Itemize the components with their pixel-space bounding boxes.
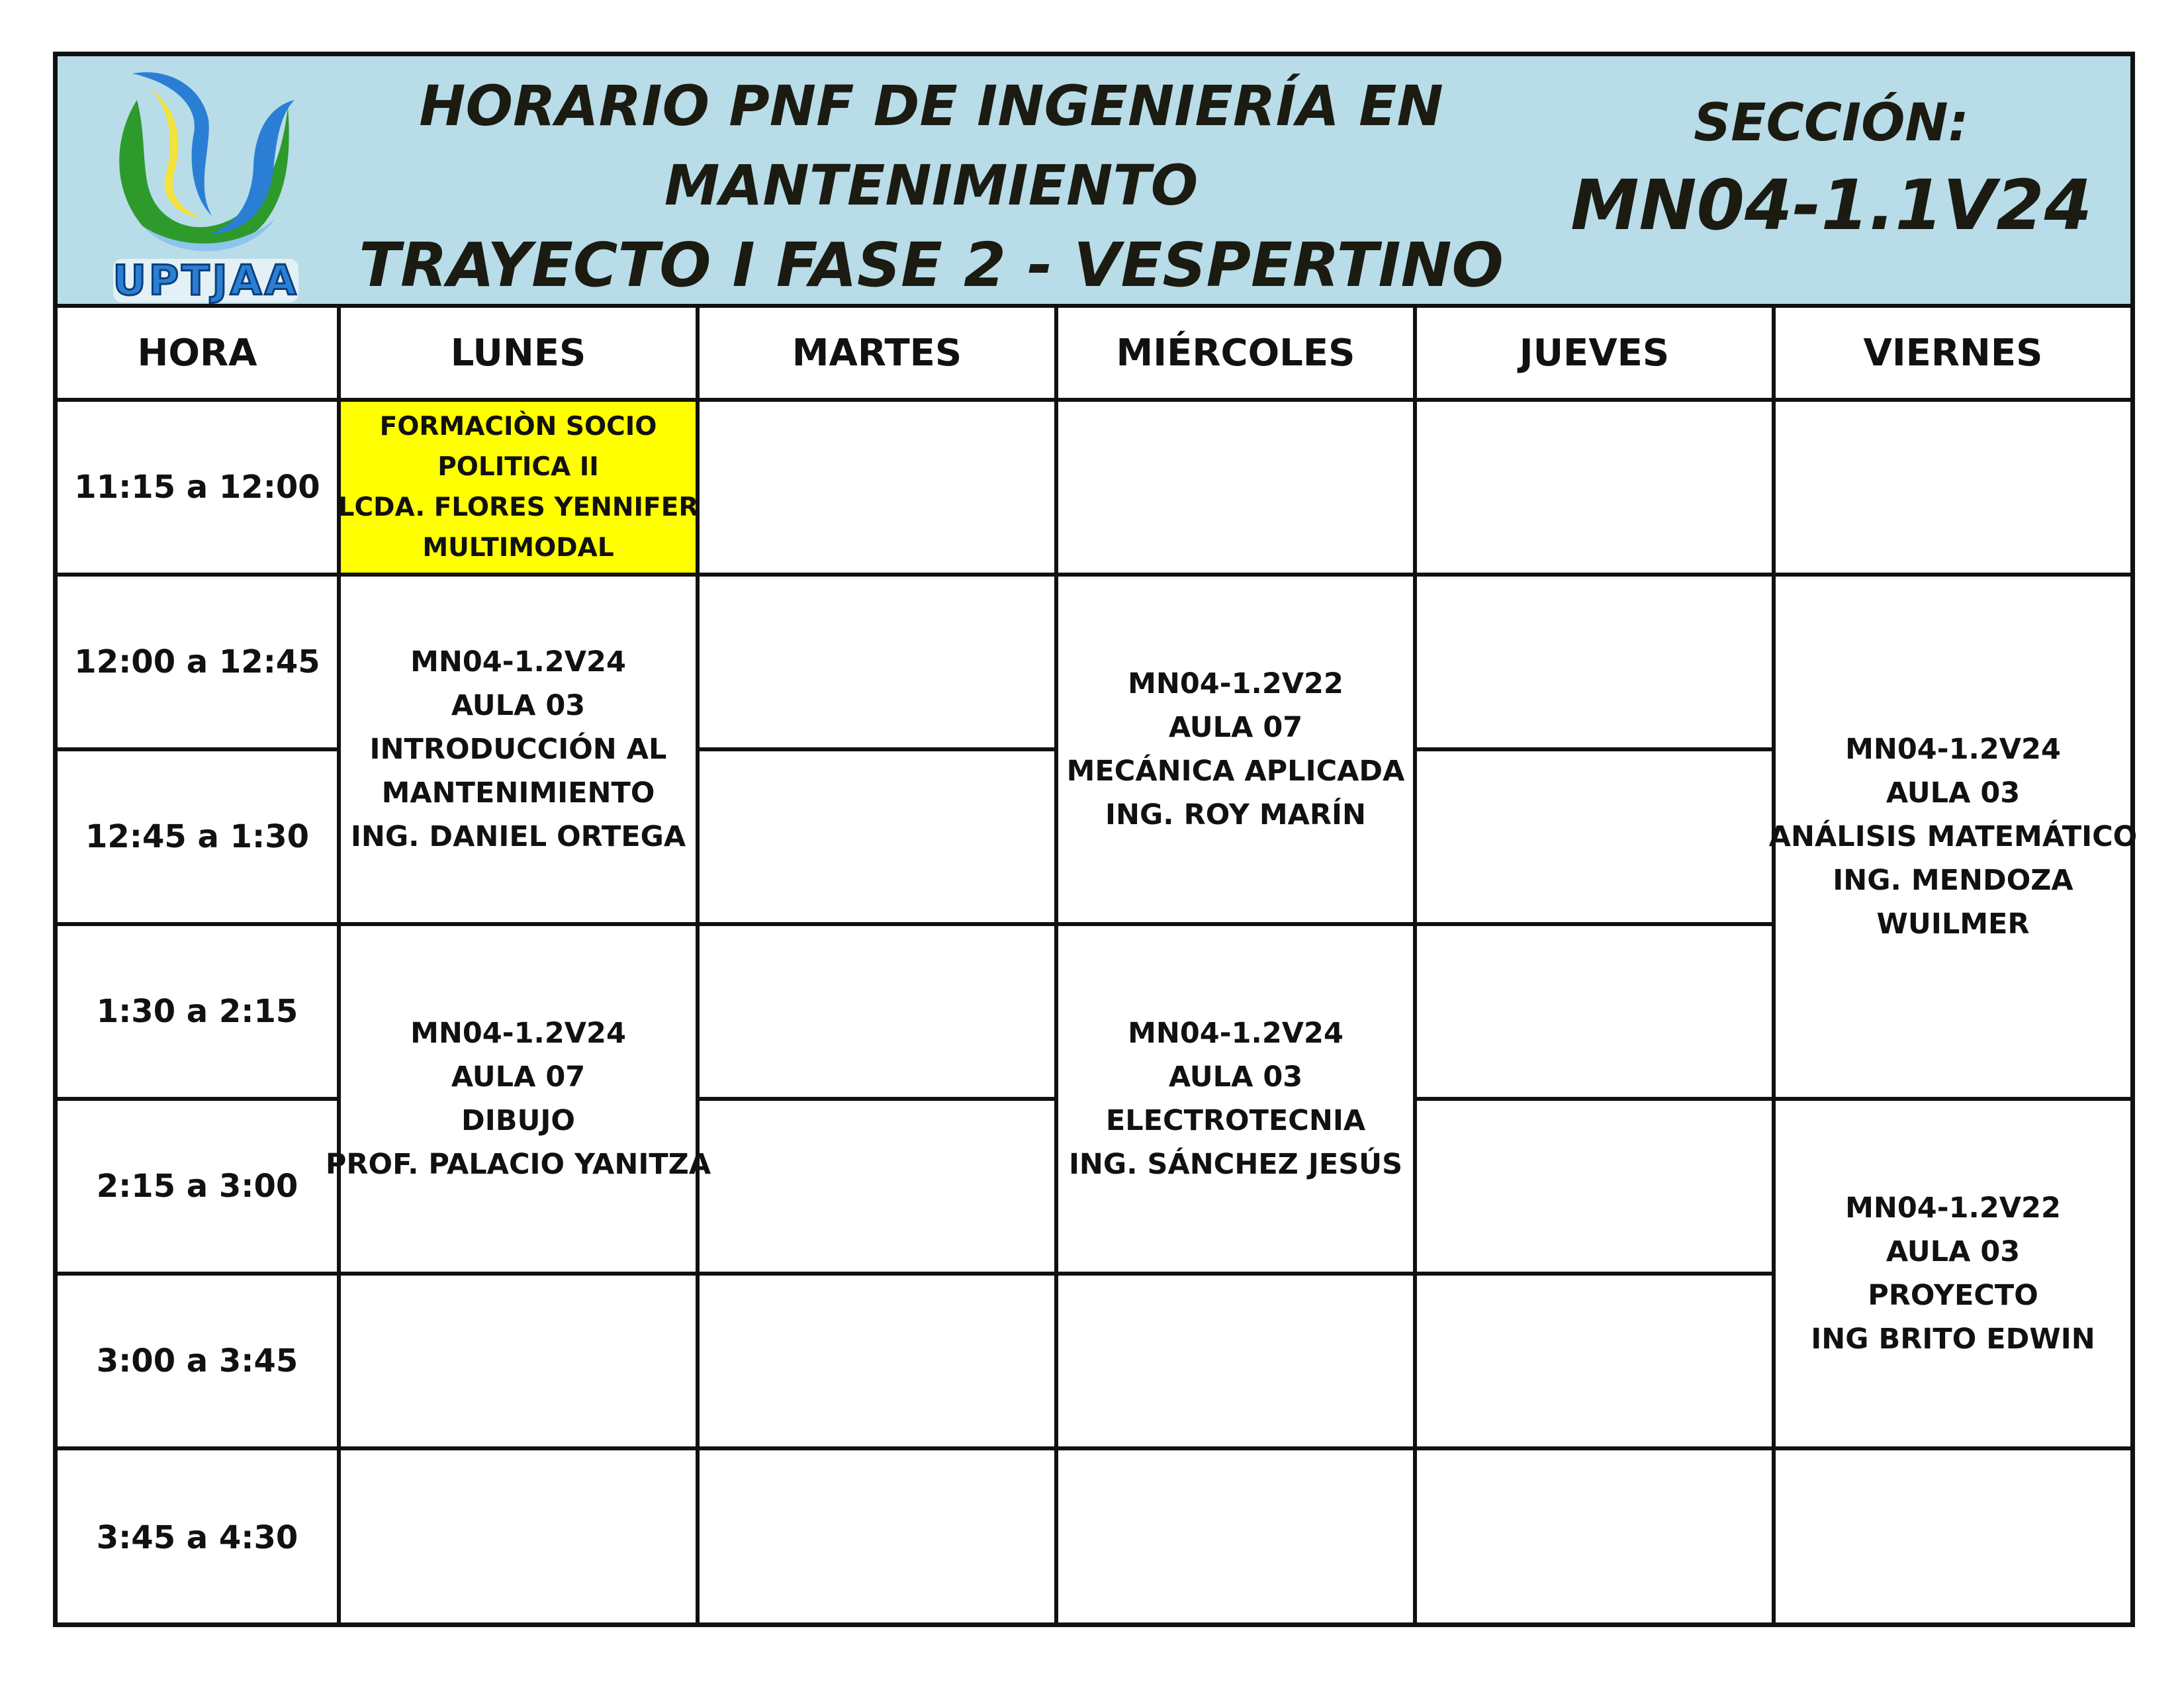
section-label: SECCIÓN:: [1694, 93, 1969, 153]
empty-slot: [1417, 751, 1776, 926]
uptjaa-logo-icon: [96, 60, 314, 306]
logo-text: UPTJAA: [113, 256, 299, 305]
empty-slot: [700, 751, 1058, 926]
class-line: MN04-1.2V24: [1128, 1017, 1343, 1050]
empty-slot: [700, 577, 1058, 751]
class-line: MULTIMODAL: [422, 533, 614, 563]
class-line: ING. DANIEL ORTEGA: [350, 820, 686, 853]
column-header-viernes: VIERNES: [1776, 308, 2130, 402]
class-block-miercoles-1: [1058, 577, 1417, 926]
class-line: AULA 07: [1168, 711, 1303, 744]
class-line: ING. ROY MARÍN: [1105, 798, 1366, 831]
class-line: ELECTROTECNIA: [1105, 1104, 1366, 1137]
class-line: MN04-1.2V24: [1845, 733, 2061, 766]
section-code: MN04-1.1V24: [1570, 165, 2092, 246]
schedule-grid: [58, 308, 2138, 1622]
empty-slot: [1776, 402, 2130, 577]
column-header-jueves: JUEVES: [1417, 308, 1776, 402]
class-line: AULA 03: [1886, 1235, 2021, 1268]
column-header-miercoles: MIÉRCOLES: [1058, 308, 1417, 402]
class-line: ANÁLISIS MATEMÁTICO: [1768, 820, 2138, 853]
hour-slot: 1:30 a 2:15: [58, 926, 341, 1101]
class-block-miercoles-2: [1058, 926, 1417, 1276]
class-line: LCDA. FLORES YENNIFER: [338, 492, 699, 522]
empty-slot: [1776, 1450, 2130, 1625]
title-line-3: TRAYECTO I FASE 2 - VESPERTINO: [359, 230, 1504, 301]
class-line: INTRODUCCIÓN AL: [369, 733, 667, 766]
empty-slot: [1417, 577, 1776, 751]
column-header-hora: HORA: [58, 308, 341, 402]
empty-slot: [700, 1276, 1058, 1450]
column-header-martes: MARTES: [700, 308, 1058, 402]
empty-slot: [1417, 1101, 1776, 1276]
hour-slot: 12:45 a 1:30: [58, 751, 341, 926]
class-line: MECÁNICA APLICADA: [1066, 755, 1405, 788]
class-block-lunes-1: [338, 402, 700, 577]
empty-slot: [700, 1101, 1058, 1276]
class-line: MN04-1.2V24: [410, 1017, 626, 1050]
title-line-2: MANTENIMIENTO: [664, 153, 1199, 218]
class-block-lunes-2: [341, 577, 700, 926]
class-line: AULA 03: [1168, 1060, 1303, 1094]
column-header-lunes: LUNES: [341, 308, 700, 402]
empty-slot: [1417, 926, 1776, 1101]
empty-slot: [700, 402, 1058, 577]
class-line: ING. SÁNCHEZ JESÚS: [1068, 1148, 1403, 1181]
empty-slot: [1058, 1450, 1417, 1625]
empty-slot: [700, 926, 1058, 1101]
empty-slot: [1417, 402, 1776, 577]
class-block-viernes-1: [1768, 577, 2138, 1101]
title-line-1: HORARIO PNF DE INGENIERÍA EN: [419, 73, 1443, 138]
class-line: ING. MENDOZA: [1833, 864, 2073, 897]
class-line: MN04-1.2V22: [1845, 1192, 2061, 1225]
class-line: AULA 03: [1886, 776, 2021, 810]
hour-slot: 3:45 a 4:30: [58, 1450, 341, 1625]
empty-slot: [1417, 1276, 1776, 1450]
hour-slot: 2:15 a 3:00: [58, 1101, 341, 1276]
class-block-viernes-2: [1776, 1101, 2130, 1450]
class-line: AULA 03: [451, 689, 586, 722]
empty-slot: [700, 1450, 1058, 1625]
hour-slot: 12:00 a 12:45: [58, 577, 341, 751]
class-line: AULA 07: [451, 1060, 586, 1094]
empty-slot: [341, 1450, 700, 1625]
hour-slot: 11:15 a 12:00: [58, 402, 341, 577]
class-line: DIBUJO: [461, 1104, 575, 1137]
class-line: ING BRITO EDWIN: [1811, 1323, 2095, 1356]
header-band: [58, 56, 2130, 308]
class-line: PROF. PALACIO YANITZA: [325, 1148, 711, 1181]
class-line: MN04-1.2V24: [410, 645, 626, 679]
class-line: PROYECTO: [1868, 1279, 2038, 1312]
class-block-lunes-3: [325, 926, 711, 1276]
class-line: POLITICA II: [437, 452, 599, 482]
class-line: MN04-1.2V22: [1128, 667, 1343, 700]
class-line: MANTENIMIENTO: [381, 776, 655, 810]
uptjaa-logo: [96, 60, 314, 306]
empty-slot: [1417, 1450, 1776, 1625]
empty-slot: [341, 1276, 700, 1450]
class-line: FORMACIÒN SOCIO: [379, 412, 657, 442]
class-line: WUILMER: [1876, 908, 2030, 941]
empty-slot: [1058, 1276, 1417, 1450]
empty-slot: [1058, 402, 1417, 577]
hour-slot: 3:00 a 3:45: [58, 1276, 341, 1450]
schedule-sheet: [53, 52, 2138, 1627]
